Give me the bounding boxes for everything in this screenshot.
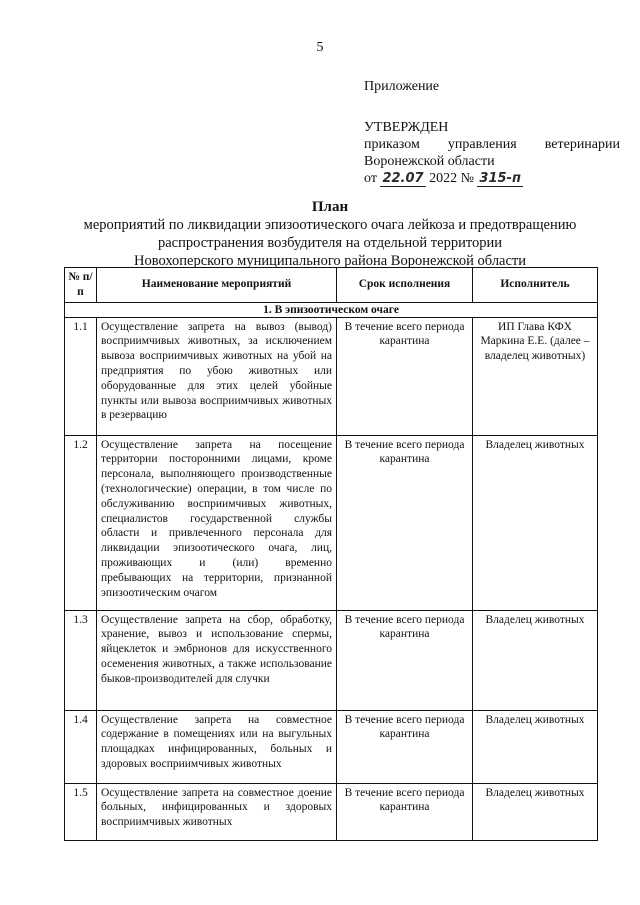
row-executor: Владелец животных [473, 610, 598, 710]
date-line [364, 170, 620, 187]
header-measure: Наименование мероприятий [97, 268, 337, 303]
row-term: В течение всего периода карантина [337, 783, 473, 840]
table-row [65, 710, 598, 783]
plan-subtitle-line-2: распространения возбудителя на отдельной территории [158, 235, 502, 251]
row-number: 1.5 [65, 783, 97, 840]
plan-title: План [311, 199, 349, 215]
header-executor: Исполнитель [473, 268, 598, 303]
header-number: № п/п [65, 268, 97, 303]
plan-subtitle-line-3: Новохоперского муниципального района Воронежской области [133, 253, 527, 269]
row-executor: Владелец животных [473, 783, 598, 840]
handwritten-date: 22.07 [382, 171, 424, 186]
table-row [65, 610, 598, 710]
page-number: 5 [316, 40, 324, 55]
approval-block [364, 78, 620, 187]
plan-subtitle-line-1: мероприятий по ликвидации эпизоотического очага лейкоза и предотвращению [83, 217, 577, 233]
row-measure: Осуществление запрета на совместное содержание в помещениях или на выгульных площадках инфицированных, больных и здоровых восприимчивых животных [97, 710, 337, 783]
appendix-label: Приложение [364, 79, 440, 94]
row-term: В течение всего периода карантина [337, 317, 473, 435]
plan-heading [60, 198, 600, 270]
region-line: Воронежской области [364, 154, 495, 169]
year-label: 2022 № [429, 171, 474, 186]
header-term: Срок исполнения [337, 268, 473, 303]
row-number: 1.2 [65, 435, 97, 610]
section-title: 1. В эпизоотическом очаге [65, 302, 598, 317]
row-executor: Владелец животных [473, 435, 598, 610]
row-term: В течение всего периода карантина [337, 435, 473, 610]
approved-label: УТВЕРЖДЕН [364, 120, 449, 135]
row-term: В течение всего периода карантина [337, 710, 473, 783]
row-number: 1.3 [65, 610, 97, 710]
row-executor: Владелец животных [473, 710, 598, 783]
date-prefix: от [364, 171, 377, 186]
table-row [65, 317, 598, 435]
order-line: приказом управления ветеринарии [364, 137, 620, 152]
row-measure: Осуществление запрета на сбор, обработку, хранение, вывоз и использование спермы, яйцеклеток и эмбрионов для искусственного осеменения животных, а также использование быков-производителей для случки [97, 610, 337, 710]
table-row [65, 435, 598, 610]
row-number: 1.4 [65, 710, 97, 783]
measures-table [64, 267, 598, 841]
row-term: В течение всего периода карантина [337, 610, 473, 710]
row-executor: ИП Глава КФХ Маркина Е.Е. (далее – владелец животных) [473, 317, 598, 435]
row-number: 1.1 [65, 317, 97, 435]
row-measure: Осуществление запрета на вывоз (вывод) восприимчивых животных, за исключением вывоза восприимчивых животных на убой на предприятия по убою животных или оборудованные для этих целей убойные пункты или вывоза восприимчивых животных в резервацию [97, 317, 337, 435]
row-measure: Осуществление запрета на совместное доение больных, инфицированных и здоровых восприимчивых животных [97, 783, 337, 840]
table-row [65, 783, 598, 840]
row-measure: Осуществление запрета на посещение территории посторонними лицами, кроме персонала, выполняющего производственные (технологические) операции, в том числе по обслуживанию восприимчивых животных, специалистов государственной службы области и привлеченного персонала для ликвидации эпизоотического очага, лиц, проживающих и (или) временно пребывающих на территории, признанной эпизоотическим очагом [97, 435, 337, 610]
handwritten-number: 315-п [479, 171, 521, 186]
section-row [65, 302, 598, 317]
table-header-row [65, 268, 598, 303]
